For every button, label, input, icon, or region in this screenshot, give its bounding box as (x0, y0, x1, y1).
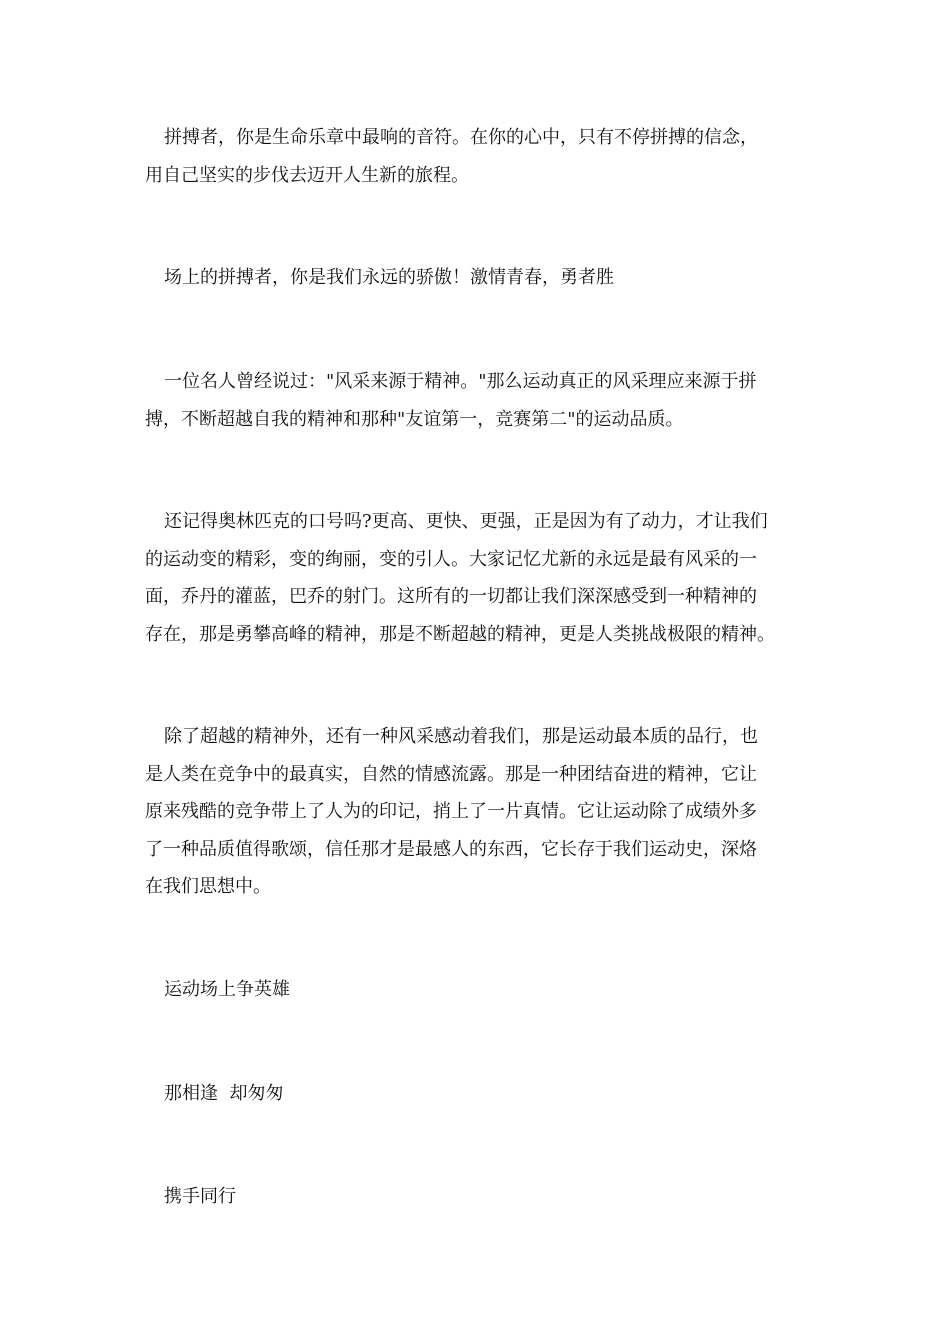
paragraph-1 (145, 119, 805, 194)
paragraph-4 (145, 503, 805, 653)
paragraph-line: 用自己坚实的步伐去迈开人生新的旅程。 (145, 164, 469, 186)
paragraph-line: 除了超越的精神外，还有一种风采感动着我们，那是运动最本质的品行，也 (164, 726, 758, 747)
paragraph-5 (145, 718, 805, 906)
paragraph-line: 携手同行 (164, 1186, 236, 1207)
paragraph-line: 是人类在竞争中的最真实，自然的情感流露。那是一种团结奋进的精神，它让 (145, 763, 757, 785)
paragraph-line: 存在，那是勇攀高峰的精神，那是不断超越的精神，更是人类挑战极限的精神。 (145, 623, 775, 645)
paragraph-line: 搏，不断超越自我的精神和那种"友谊第一，竞赛第二"的运动品质。 (145, 408, 684, 430)
poem-line-3 (145, 1178, 805, 1216)
paragraph-line: 那相逢 却匆匆 (164, 1083, 284, 1104)
paragraph-line: 面，乔丹的灌蓝，巴乔的射门。这所有的一切都让我们深深感受到一种精神的 (145, 586, 757, 607)
paragraph-3 (145, 363, 805, 438)
paragraph-line: 拼搏者，你是生命乐章中最响的音符。在你的心中，只有不停拼搏的信念， (164, 127, 758, 148)
paragraph-line: 了一种品质值得歌颂，信任那才是最感人的东西，它长存于我们运动史，深烙 (145, 838, 757, 860)
paragraph-line: 在我们思想中。 (145, 876, 271, 897)
paragraph-line: 的运动变的精彩，变的绚丽，变的引人。大家记忆尤新的永远是最有风采的一 (145, 548, 757, 570)
poem-line-2 (145, 1075, 805, 1113)
paragraph-line: 场上的拼搏者，你是我们永远的骄傲！激情青春，勇者胜 (164, 267, 614, 288)
paragraph-line: 还记得奥林匹克的口号吗?更高、更快、更强，正是因为有了动力，才让我们 (164, 511, 768, 532)
paragraph-line: 原来残酷的竞争带上了人为的印记，捎上了一片真情。它让运动除了成绩外多 (145, 801, 757, 822)
paragraph-2 (145, 259, 805, 297)
paragraph-line: 一位名人曾经说过："风采来源于精神。"那么运动真正的风采理应来源于拼 (164, 371, 757, 392)
poem-line-1 (145, 971, 805, 1009)
paragraph-line: 运动场上争英雄 (164, 979, 290, 1000)
